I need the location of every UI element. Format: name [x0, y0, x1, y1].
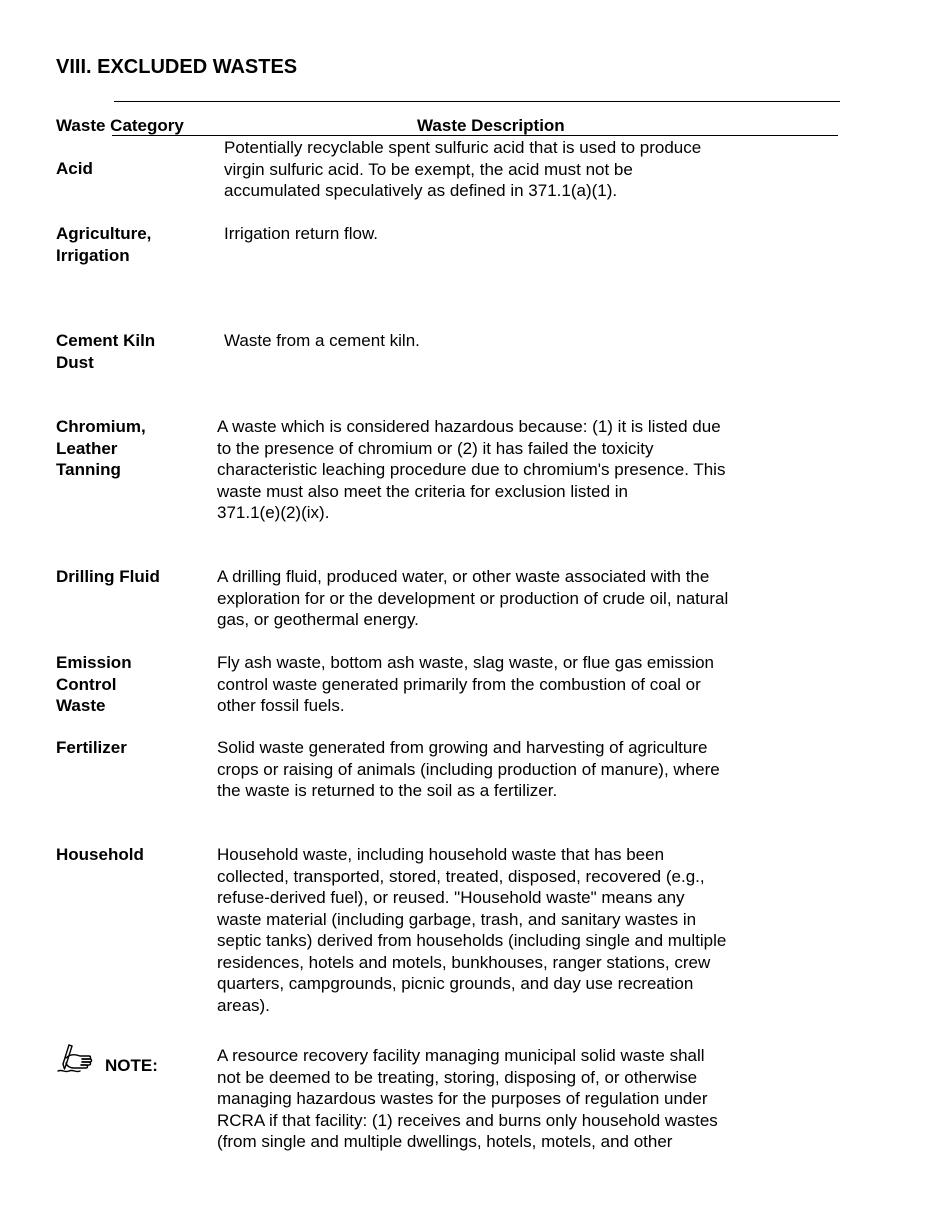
row-category-chromium-leather-tanning: Chromium, Leather Tanning — [56, 417, 146, 479]
row-description-agriculture-irrigation: Irrigation return flow. — [224, 224, 379, 243]
row-description-chromium-leather-tanning: A waste which is considered hazardous because: (1) it is listed due to the presence of chromium or (2) it has failed the toxicity characteristic leaching procedure due to chromium's presence. This waste must also meet the criteria for exclusion listed in 371.1(e)(2)(ix). — [217, 417, 726, 522]
row-category-emission-control-waste: Emission Control Waste — [56, 653, 132, 715]
row-category-household: Household — [56, 845, 144, 864]
row-category-fertilizer: Fertilizer — [56, 738, 127, 757]
table-header-rule — [112, 135, 838, 136]
row-description-emission-control-waste: Fly ash waste, bottom ash waste, slag waste, or flue gas emission control waste generated primarily from the combustion of coal or other fossil fuels. — [217, 653, 715, 715]
column-header-category: Waste Category — [56, 116, 184, 135]
row-category-cement-kiln-dust: Cement Kiln Dust — [56, 331, 156, 372]
row-description-acid: Potentially recyclable spent sulfuric acid that is used to produce virgin sulfuric acid. To be exempt, the acid must not be accumulated speculatively as defined in 371.1(a)(1). — [224, 138, 702, 200]
row-description-household: Household waste, including household waste that has been collected, transported, stored, treated, disposed, recovered (e.g., refuse-derived fuel), or reused. "Household waste" means any waste material (including garbage, trash, and sanitary wastes in septic tanks) derived from households (including single and multiple residences, hotels and motels, bunkhouses, ranger stations, crew quarters, campgrounds, picnic grounds, and day use recreation areas). — [217, 845, 727, 1015]
row-description-cement-kiln-dust: Waste from a cement kiln. — [224, 331, 420, 350]
row-category-drilling-fluid: Drilling Fluid — [56, 567, 160, 586]
row-category-agriculture-irrigation: Agriculture, Irrigation — [56, 224, 152, 265]
note-label: NOTE: — [105, 1056, 158, 1075]
column-header-description: Waste Description — [417, 116, 565, 135]
row-description-fertilizer: Solid waste generated from growing and harvesting of agriculture crops or raising of animals (including production of manure), where the waste is returned to the soil as a fertilizer. — [217, 738, 720, 800]
writing-hand-icon — [56, 1042, 98, 1074]
note-text: A resource recovery facility managing municipal solid waste shall not be deemed to be treating, storing, disposing of, or otherwise managing hazardous wastes for the purposes of regulation under RCRA if that facility: (1) receives and burns only household wastes (from single and multiple dwellings, hotels, motels, and other — [217, 1046, 718, 1151]
table-top-rule — [114, 101, 840, 102]
page-title: VIII. EXCLUDED WASTES — [56, 56, 298, 78]
row-description-drilling-fluid: A drilling fluid, produced water, or other waste associated with the exploration for or the development or production of crude oil, natural gas, or geothermal energy. — [217, 567, 729, 629]
row-category-acid: Acid — [56, 159, 93, 178]
